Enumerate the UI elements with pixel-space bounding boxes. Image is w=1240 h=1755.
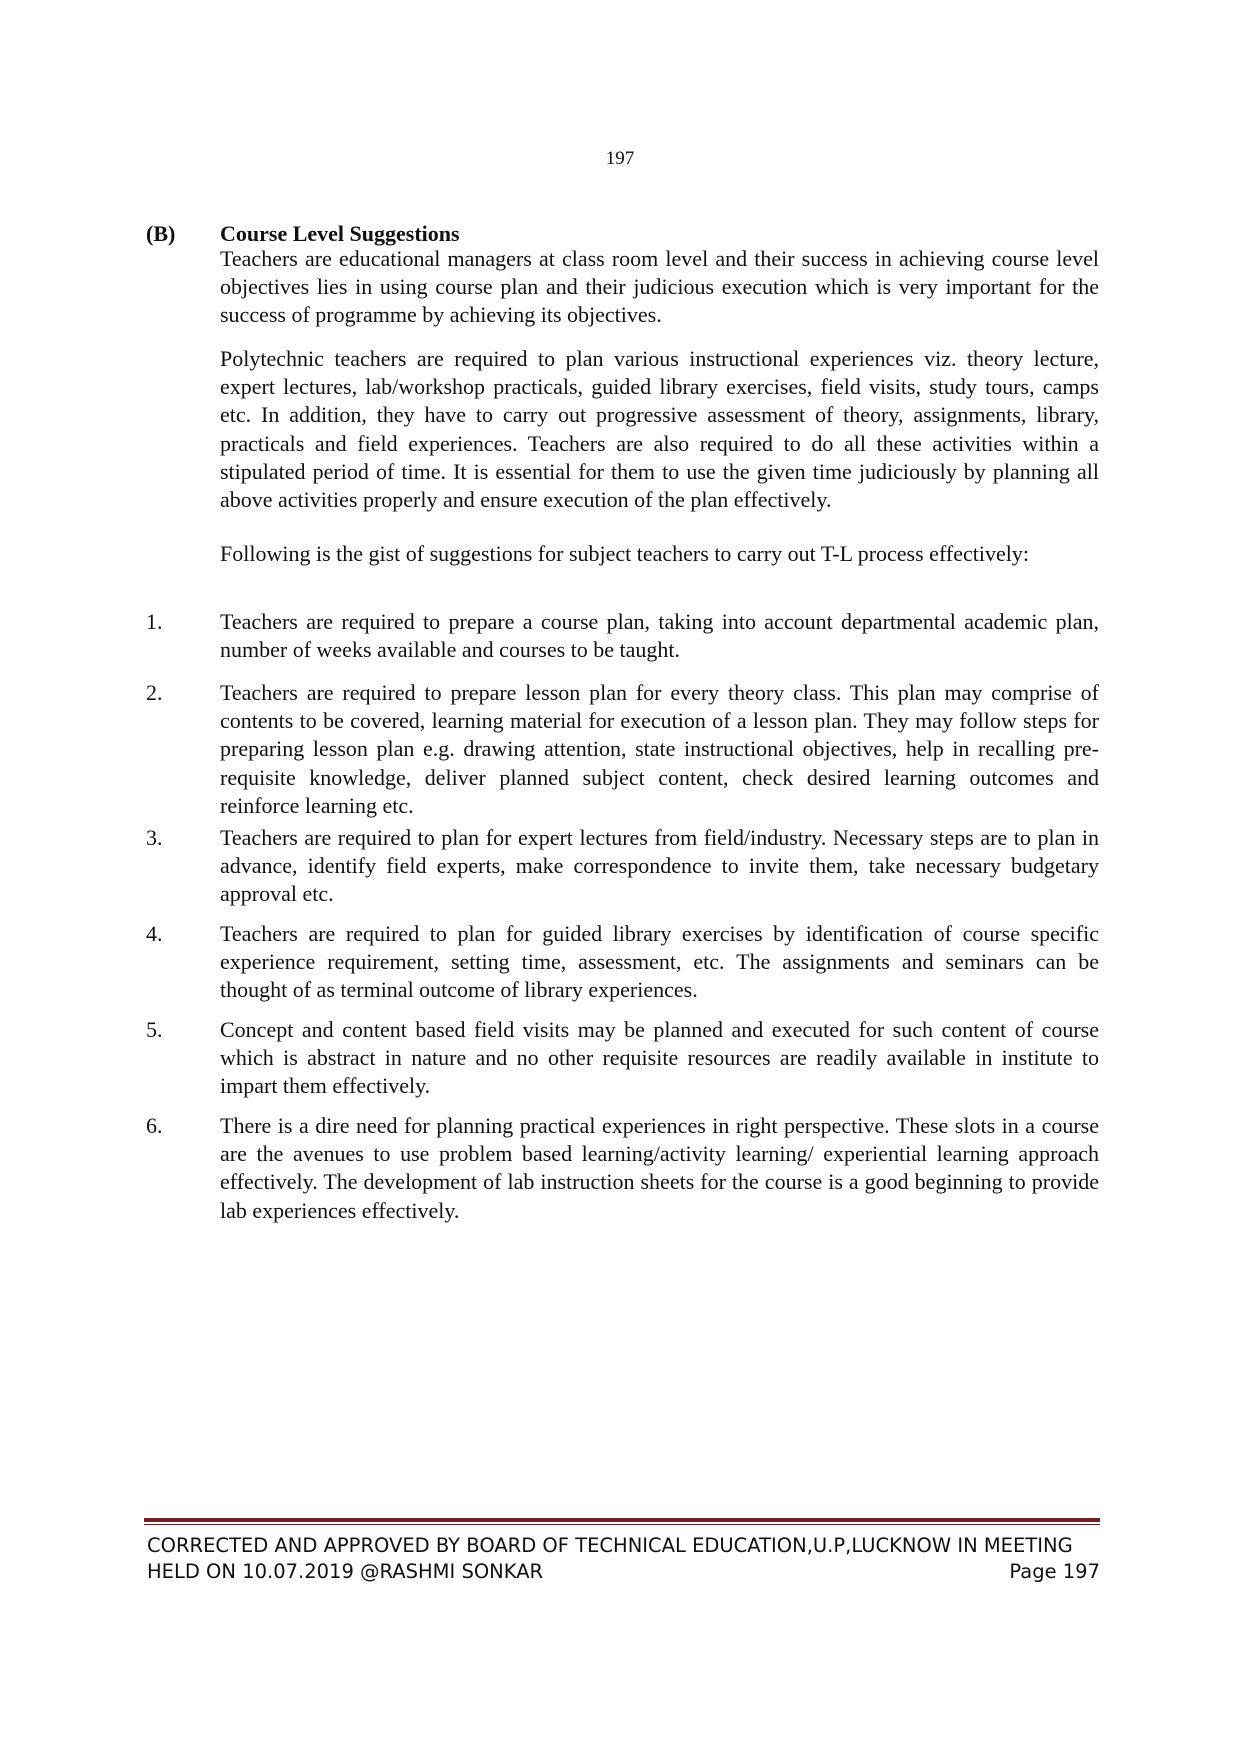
list-item-text: Concept and content based field visits may be planned and executed for such content of course which is abstract in nature and no other requisite resources are readily available in institute to impart them effectively.	[220, 1017, 1099, 1099]
footer-meeting-line	[147, 1560, 1100, 1583]
paragraph-intro: Teachers are educational managers at class room level and their success in achieving course level objectives lies in using course plan and their judicious execution which is very important for the success of programme by achieving its objectives.	[220, 246, 1099, 328]
list-item	[146, 679, 1099, 820]
list-item	[146, 1016, 1099, 1101]
footer-page-label: Page 197	[1009, 1560, 1100, 1583]
list-item-number: 6.	[146, 1113, 163, 1138]
footer-rule-thick	[144, 1518, 1100, 1522]
list-item	[146, 920, 1099, 1005]
list-item	[146, 608, 1099, 664]
list-item-text: There is a dire need for planning practical experiences in right perspective. These slots in a course are the avenues to use problem based learning/activity learning/ experiential learning approach effectively. The development of lab instruction sheets for the course is a good beginning to provide lab experiences effectively.	[220, 1113, 1099, 1223]
list-item	[146, 1112, 1099, 1225]
list-item-text: Teachers are required to prepare lesson plan for every theory class. This plan may comprise of contents to be covered, learning material for execution of a lesson plan. They may follow steps for preparing lesson plan e.g. drawing attention, state instructional objectives, help in recalling pre-requisite knowledge, deliver planned subject content, check desired learning outcomes and reinforce learning etc.	[220, 680, 1099, 818]
paragraph-polytechnic: Polytechnic teachers are required to plan various instructional experiences viz. theory lecture, expert lectures, lab/workshop practicals, guided library exercises, field visits, study tours, camps etc. In addition, they have to carry out progressive assessment of theory, assignments, library, practicals and field experiences. Teachers are also required to do all these activities within a stipulated period of time. It is essential for them to use the given time judiciously by planning all above activities properly and ensure execution of the plan effectively.	[220, 346, 1099, 513]
list-item-number: 5.	[146, 1017, 163, 1042]
list-item-number: 1.	[146, 609, 163, 634]
list-item-text: Teachers are required to prepare a course plan, taking into account departmental academic plan, number of weeks available and courses to be taught.	[220, 609, 1099, 663]
list-item-text: Teachers are required to plan for expert lectures from field/industry. Necessary steps are to plan in advance, identify field experts, make correspondence to invite them, take necessary budgetary approval etc.	[220, 825, 1099, 907]
footer-meeting-text: HELD ON 10.07.2019 @RASHMI SONKAR	[147, 1560, 544, 1583]
footer-approval-line: CORRECTED AND APPROVED BY BOARD OF TECHNICAL EDUCATION,U.P,LUCKNOW IN MEETING	[147, 1534, 1073, 1557]
list-item-number: 3.	[146, 825, 163, 850]
list-item	[146, 824, 1099, 909]
section-title: Course Level Suggestions	[220, 221, 460, 246]
section-label: (B)	[146, 221, 176, 246]
footer-rule-thin	[144, 1524, 1100, 1525]
list-item-text: Teachers are required to plan for guided library exercises by identification of course specific experience requirement, setting time, assessment, etc. The assignments and seminars can be thought of as terminal outcome of library experiences.	[220, 921, 1099, 1003]
list-item-number: 2.	[146, 680, 163, 705]
paragraph-gist: Following is the gist of suggestions for subject teachers to carry out T-L process effectively:	[220, 541, 1029, 566]
page-number-header: 197	[605, 148, 635, 169]
list-item-number: 4.	[146, 921, 163, 946]
